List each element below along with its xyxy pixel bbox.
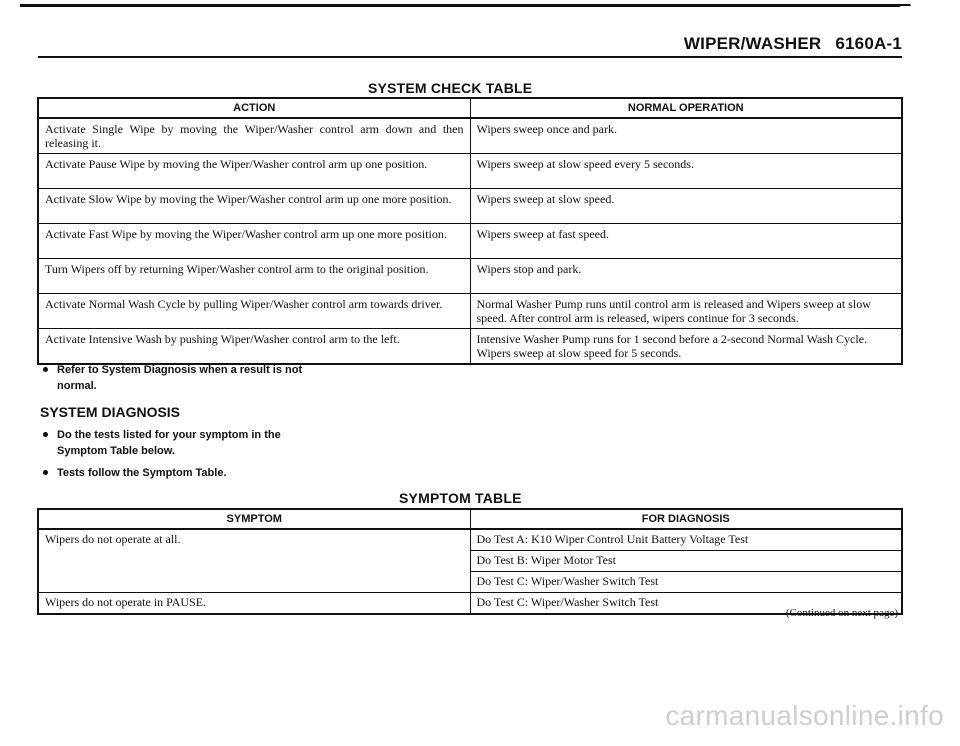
action-cell: Activate Normal Wash Cycle by pulling Wiper/Washer control arm towards driver. xyxy=(38,294,470,329)
result-cell: Wipers sweep at fast speed. xyxy=(470,224,902,259)
action-cell: Activate Intensive Wash by pushing Wiper/Washer control arm to the left. xyxy=(38,329,470,365)
table-row xyxy=(38,593,902,615)
diagnosis-cell: Do Test C: Wiper/Washer Switch Test xyxy=(470,593,902,615)
bullet-icon xyxy=(43,367,48,372)
system-diagnosis-heading: SYSTEM DIAGNOSIS xyxy=(40,404,181,420)
diagnosis-text: Tests follow the Symptom Table. xyxy=(57,467,227,479)
table-row xyxy=(38,294,902,329)
list-item xyxy=(43,427,323,459)
symptom-table-header-row xyxy=(38,509,902,529)
bullet-icon xyxy=(43,432,48,437)
result-cell: Wipers stop and park. xyxy=(470,259,902,294)
watermark: carmanualsonline.info xyxy=(665,700,944,731)
continued-note: (Continued on next page) xyxy=(785,607,898,619)
header-rule xyxy=(38,56,902,58)
table-row xyxy=(38,329,902,365)
result-cell: Wipers sweep at slow speed every 5 seconds. xyxy=(470,154,902,189)
system-check-table xyxy=(37,97,903,365)
diagnosis-text: Do the tests listed for your symptom in the Symptom Table below. xyxy=(57,429,281,457)
symptom-table xyxy=(37,508,903,615)
diagnosis-cell: Do Test A: K10 Wiper Control Unit Battery Voltage Test xyxy=(470,529,902,551)
list-item xyxy=(43,465,323,481)
column-header-for-diagnosis: FOR DIAGNOSIS xyxy=(470,509,902,529)
diagnosis-bullets xyxy=(43,427,323,487)
table-row xyxy=(38,259,902,294)
result-cell: Normal Washer Pump runs until control arm is released and Wipers sweep at slow speed. After control arm is released, wipers continue for 3 seconds. xyxy=(470,294,902,329)
symptom-cell: Wipers do not operate in PAUSE. xyxy=(38,593,470,615)
page-header xyxy=(684,34,902,54)
symptom-table-title: SYMPTOM TABLE xyxy=(399,490,522,506)
note-text: Refer to System Diagnosis when a result is not normal. xyxy=(57,364,303,392)
action-cell: Turn Wipers off by returning Wiper/Washer control arm to the original position. xyxy=(38,259,470,294)
list-item xyxy=(43,362,333,394)
table-row xyxy=(38,118,902,154)
result-cell: Wipers sweep at slow speed. xyxy=(470,189,902,224)
action-cell: Activate Slow Wipe by moving the Wiper/Washer control arm up one more position. xyxy=(38,189,470,224)
bullet-icon xyxy=(43,470,48,475)
page-title: WIPER/WASHER xyxy=(683,34,822,53)
result-cell: Intensive Washer Pump runs for 1 second before a 2-second Normal Wash Cycle. Wipers sweep at slow speed for 5 seconds. xyxy=(470,329,902,365)
page-code: 6160A-1 xyxy=(835,34,902,53)
column-header-action: ACTION xyxy=(38,98,470,118)
top-rule-tail xyxy=(880,4,915,12)
column-header-symptom: SYMPTOM xyxy=(38,509,470,529)
note-bullets xyxy=(43,362,333,400)
action-cell: Activate Single Wipe by moving the Wiper/Washer control arm down and then releasing it. xyxy=(38,118,470,154)
table-row xyxy=(38,189,902,224)
table-row xyxy=(38,529,902,551)
diagnosis-cell: Do Test B: Wiper Motor Test xyxy=(470,551,902,572)
action-cell: Activate Fast Wipe by moving the Wiper/Washer control arm up one more position. xyxy=(38,224,470,259)
check-table-header-row xyxy=(38,98,902,118)
diagnosis-cell: Do Test C: Wiper/Washer Switch Test xyxy=(470,572,902,593)
check-table-title: SYSTEM CHECK TABLE xyxy=(368,80,533,96)
column-header-normal-operation: NORMAL OPERATION xyxy=(470,98,902,118)
table-row xyxy=(38,154,902,189)
top-rule xyxy=(20,4,900,7)
symptom-cell: Wipers do not operate at all. xyxy=(38,529,470,593)
action-cell: Activate Pause Wipe by moving the Wiper/Washer control arm up one position. xyxy=(38,154,470,189)
result-cell: Wipers sweep once and park. xyxy=(470,118,902,154)
table-row xyxy=(38,224,902,259)
